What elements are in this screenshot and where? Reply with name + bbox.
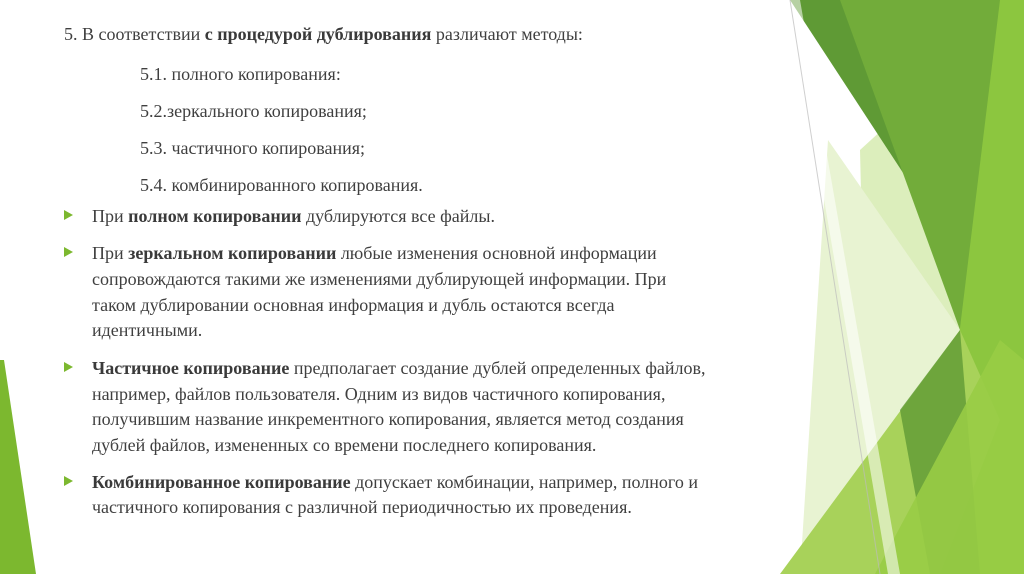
bullet-bold: полном копировании: [128, 206, 302, 226]
bullet-text: предполагает создание дублей определенных файлов,: [289, 358, 706, 378]
bullet-bold: Частичное копирование: [92, 358, 290, 378]
bullet-arrow-icon: [64, 247, 73, 257]
bullet-continuation: таком дублировании основная информация и дубль остаются всегда: [92, 295, 615, 315]
bullet-text: допускает комбинации, например, полного и: [350, 472, 698, 492]
bullet-arrow-icon: [64, 210, 73, 220]
bullet-continuation: дублей файлов, измененных со времени последнего копирования.: [92, 435, 597, 455]
bullet-prefix: При: [92, 243, 129, 263]
bullet-bold: Комбинированное копирование: [92, 472, 351, 492]
bullet-prefix: При: [92, 206, 129, 226]
sub-item: 5.4. комбинированного копирования.: [140, 175, 423, 195]
bullet-arrow-icon: [64, 362, 73, 372]
sub-item: 5.2.зеркального копирования;: [140, 101, 367, 121]
bullet-line: [92, 470, 698, 494]
heading-bold: с процедурой дублирования: [204, 24, 432, 44]
heading-suffix: различают методы:: [431, 24, 583, 44]
bullet-arrow-icon: [64, 476, 73, 486]
heading-line: [64, 22, 583, 46]
bullet-continuation: частичного копирования с различной периодичностью их проведения.: [92, 497, 632, 517]
bullet-continuation: например, файлов пользователя. Одним из видов частичного копирования,: [92, 384, 666, 404]
sub-item: 5.1. полного копирования:: [140, 64, 341, 84]
bullet-continuation: получившим название инкрементного копирования, является метод создания: [92, 409, 684, 429]
bullet-text: любые изменения основной информации: [336, 243, 657, 263]
bullet-bold: зеркальном копировании: [128, 243, 337, 263]
sub-item: 5.3. частичного копирования;: [140, 138, 366, 158]
bullet-continuation: сопровождаются такими же изменениями дублирующей информации. При: [92, 269, 667, 289]
heading-prefix: 5. В соответствии: [64, 24, 205, 44]
bullet-line: [92, 241, 657, 265]
bullet-text: дублируются все файлы.: [301, 206, 495, 226]
bullet-line: [92, 204, 495, 228]
bullet-line: [92, 356, 706, 380]
bullet-continuation: идентичными.: [92, 320, 203, 340]
